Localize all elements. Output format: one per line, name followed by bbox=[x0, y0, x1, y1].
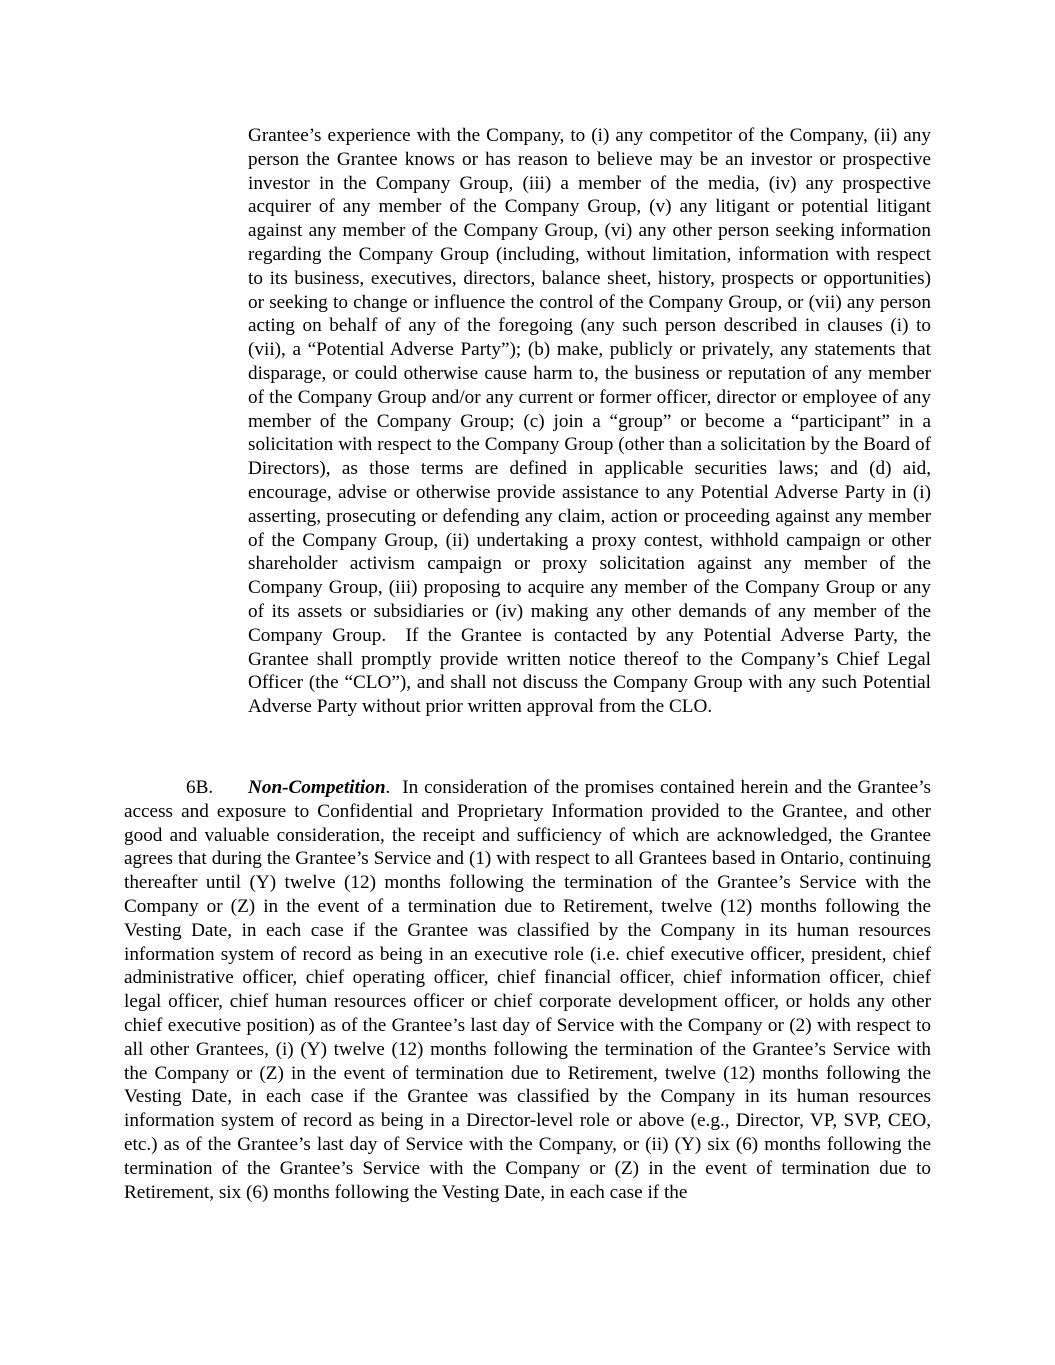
section-6b-paragraph bbox=[124, 776, 931, 1204]
section-title-punctuation: . bbox=[385, 777, 391, 798]
section-body: In consideration of the promises contained herein and the Grantee’s access and exposure to Confidential and Proprietary Information provided to the Grantee, and other good and valuable consideration, the receipt and sufficiency of which are acknowledged, the Grantee agrees that during the Grantee’s Service and (1) with respect to all Grantees based in Ontario, continuing thereafter until (Y) twelve (12) months following the termination of the Grantee’s Service with the Company or (Z) in the event of a termination due to Retirement, twelve (12) months following the Vesting Date, in each case if the Grantee was classified by the Company in its human resources information system of record as being in an executive role (i.e. chief executive officer, president, chief administrative officer, chief operating officer, chief financial officer, chief information officer, chief legal officer, chief human resources officer or chief corporate development officer, or holds any other chief executive position) as of the Grantee’s last day of Service with the Company or (2) with respect to all other Grantees, (i) (Y) twelve (12) months following the termination of the Grantee’s Service with the Company or (Z) in the event of termination due to Retirement, twelve (12) months following the Vesting Date, in each case if the Grantee was classified by the Company in its human resources information system of record as being in a Director-level role or above (e.g., Director, VP, SVP, CEO, etc.) as of the Grantee’s last day of Service with the Company, or (ii) (Y) six (6) months following the termination of the Grantee’s Service with the Company or (Z) in the event of termination due to Retirement, six (6) months following the Vesting Date, in each case if the bbox=[124, 777, 931, 1203]
section-title: Non-Competition bbox=[248, 777, 386, 798]
section-number: 6B. bbox=[186, 777, 214, 798]
continued-paragraph: Grantee’s experience with the Company, to (i) any competitor of the Company, (ii) any person the Grantee knows or has reason to believe may be an investor or prospective investor in the Company Group, (iii) a member of the media, (iv) any prospective acquirer of any member of the Company Group, (v) any litigant or potential litigant against any member of the Company Group, (vi) any other person seeking information regarding the Company Group (including, without limitation, information with respect to its business, executives, directors, balance sheet, history, prospects or opportunities) or seeking to change or influence the control of the Company Group, or (vii) any person acting on behalf of any of the foregoing (any such person described in clauses (i) to (vii), a “Potential Adverse Party”); (b) make, publicly or privately, any statements that disparage, or could otherwise cause harm to, the business or reputation of any member of the Company Group and/or any current or former officer, director or employee of any member of the Company Group; (c) join a “group” or become a “participant” in a solicitation with respect to the Company Group (other than a solicitation by the Board of Directors), as those terms are defined in applicable securities laws; and (d) aid, encourage, advise or otherwise provide assistance to any Potential Adverse Party in (i) asserting, prosecuting or defending any claim, action or proceeding against any member of the Company Group, (ii) undertaking a proxy contest, withhold campaign or other shareholder activism campaign or proxy solicitation against any member of the Company Group, (iii) proposing to acquire any member of the Company Group or any of its assets or subsidiaries or (iv) making any other demands of any member of the Company Group. If the Grantee is contacted by any Potential Adverse Party, the Grantee shall promptly provide written notice thereof to the Company’s Chief Legal Officer (the “CLO”), and shall not discuss the Company Group with any such Potential Adverse Party without prior written approval from the CLO. bbox=[248, 125, 931, 718]
